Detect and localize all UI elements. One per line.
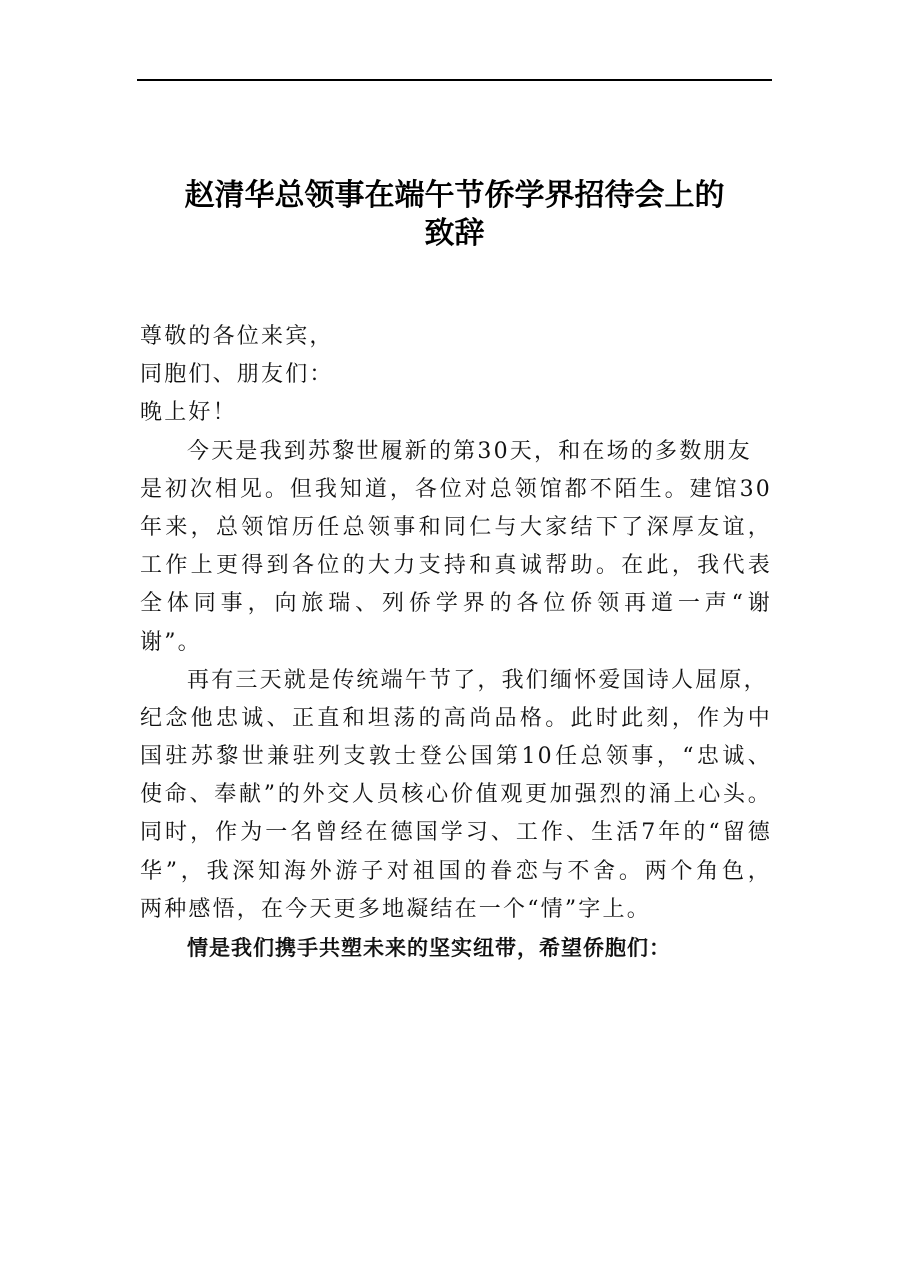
paragraph-2-line: 国驻苏黎世兼驻列支敦士登公国第10任总领事，“忠诚、 — [140, 744, 772, 770]
title-line-2: 致辞 — [424, 216, 485, 252]
bold-section-heading: 情是我们携手共塑未来的坚实纽带，希望侨胞们： — [187, 936, 671, 960]
paragraph-1-line: 谢”。 — [140, 629, 202, 655]
header-rule — [137, 79, 772, 81]
paragraph-1-line: 工作上更得到各位的大力支持和真诚帮助。在此，我代表 — [140, 553, 772, 579]
paragraph-2-line: 使命、奉献”的外交人员核心价值观更加强烈的涌上心头。 — [140, 782, 772, 808]
paragraph-2-line: 华”，我深知海外游子对祖国的眷恋与不舍。两个角色， — [140, 858, 772, 884]
paragraph-1-line: 年来，总领馆历任总领事和同仁与大家结下了深厚友谊， — [140, 514, 772, 540]
paragraph-1-line: 全体同事，向旅瑞、列侨学界的各位侨领再道一声“谢 — [140, 591, 772, 617]
paragraph-2-line: 同时，作为一名曾经在德国学习、工作、生活7年的“留德 — [140, 820, 772, 846]
salutation-compatriots: 同胞们、朋友们： — [140, 362, 334, 388]
paragraph-2 — [140, 662, 772, 929]
paragraph-2-line: 再有三天就是传统端午节了，我们缅怀爱国诗人屈原， — [187, 667, 768, 693]
document-body — [140, 318, 772, 967]
document-title — [137, 170, 772, 252]
salutation-guests: 尊敬的各位来宾， — [140, 324, 334, 349]
paragraph-2-line: 纪念他忠诚、正直和坦荡的高尚品格。此时此刻，作为中 — [140, 705, 772, 731]
paragraph-2-line: 两种感悟，在今天更多地凝结在一个“情”字上。 — [140, 896, 651, 922]
paragraph-1 — [140, 433, 772, 662]
title-line-1: 赵清华总领事在端午节侨学界招待会上的 — [184, 178, 725, 213]
paragraph-1-line: 是初次相见。但我知道，各位对总领馆都不陌生。建馆30 — [140, 476, 772, 502]
paragraph-1-line: 今天是我到苏黎世履新的第30天，和在场的多数朋友 — [187, 438, 752, 464]
salutation-greeting: 晚上好！ — [140, 400, 237, 426]
